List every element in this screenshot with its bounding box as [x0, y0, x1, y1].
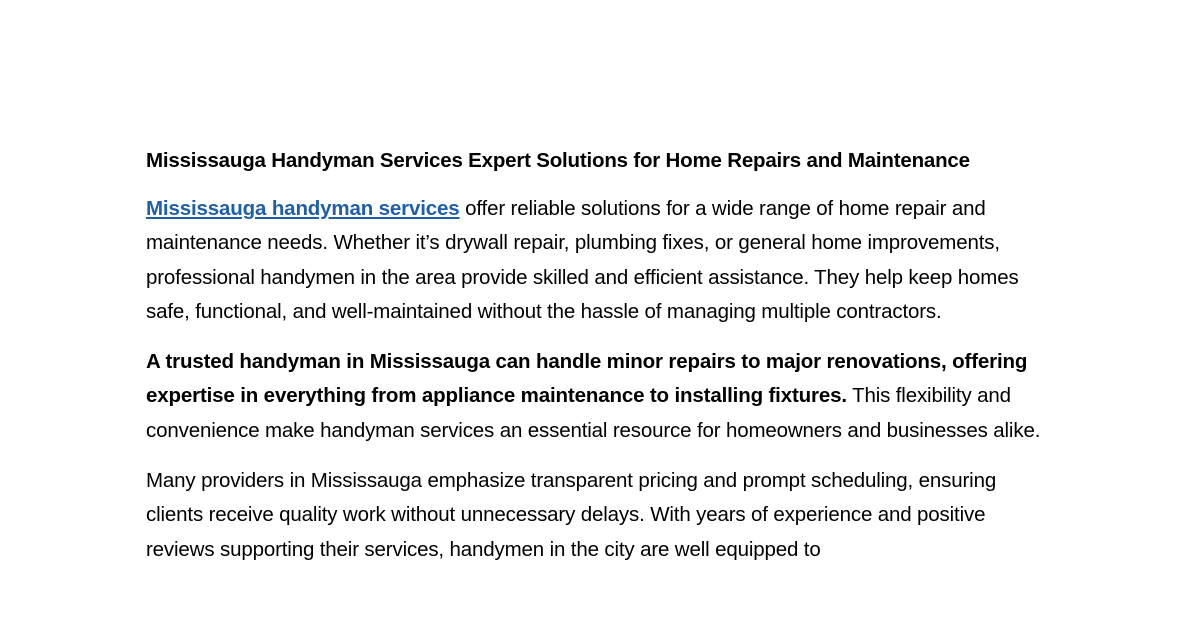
paragraph-trusted-handyman-text: This flexibility and convenience make handyman services an essential resource for homeowners and businesses alike. [146, 384, 1041, 442]
paragraph-trusted-handyman-bold: A trusted handyman in Mississauga can handle minor repairs to major renovations, offering expertise in everything from appliance maintenance to installing fixtures. [146, 350, 1028, 408]
document-body [146, 146, 1056, 583]
paragraph-providers [146, 464, 1056, 567]
document-title: Mississauga Handyman Services Expert Solutions for Home Repairs and Maintenance [146, 149, 970, 172]
handyman-services-link[interactable]: Mississauga handyman services [146, 197, 460, 220]
paragraph-intro [146, 192, 1056, 329]
paragraph-trusted-handyman [146, 345, 1056, 448]
paragraph-intro-text: offer reliable solutions for a wide range of home repair and maintenance needs. Whether it’s drywall repair, plumbing fixes, or general home improvements, professional handymen in the area provide skilled and efficient assistance. They help keep homes safe, functional, and well-maintained without the hassle of managing multiple contractors. [146, 197, 1019, 323]
paragraph-providers-text: Many providers in Mississauga emphasize transparent pricing and prompt scheduling, ensuring clients receive quality work without unnecessary delays. With years of experience and positive reviews supporting their services, handymen in the city are well equipped to [146, 469, 997, 561]
